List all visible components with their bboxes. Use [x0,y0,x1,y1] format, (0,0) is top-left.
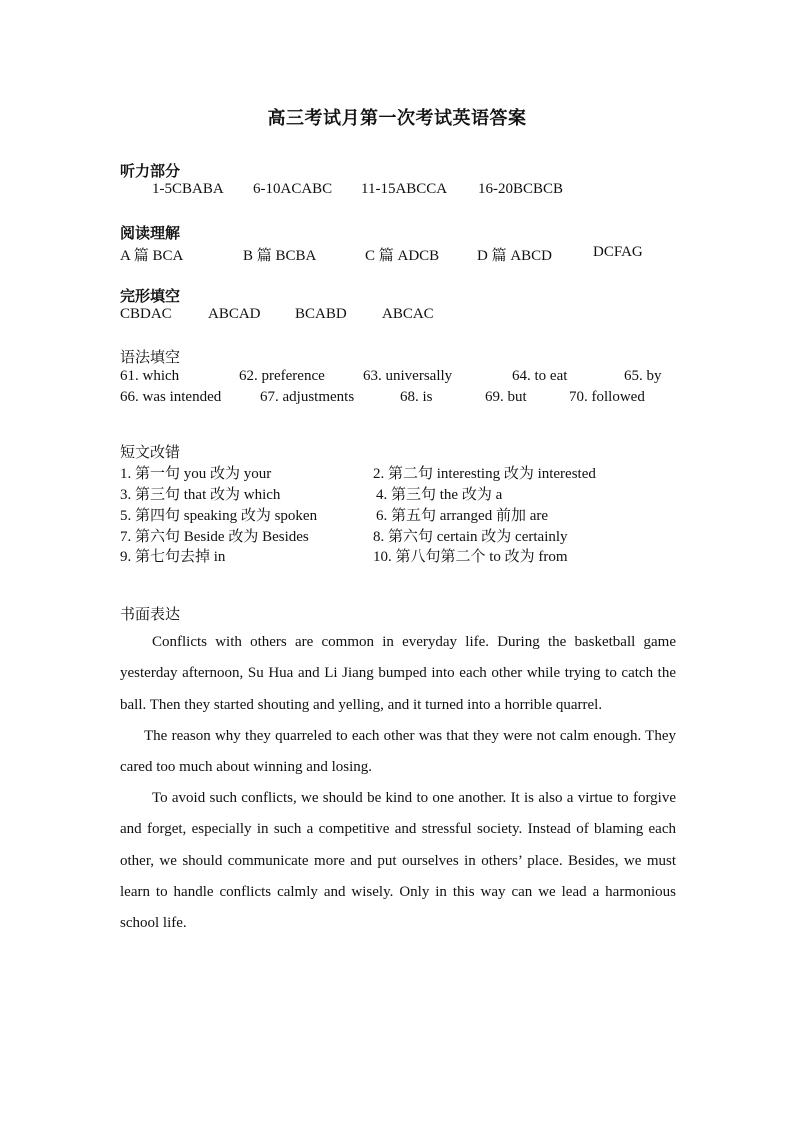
grammar-answer: 65. by [624,368,662,384]
correction-item: 4. 第三句 the 改为 a [376,487,503,503]
correction-item: 9. 第七句去掉 in [120,549,226,565]
essay-paragraph: Conflicts with others are common in everyday life. During the basketball game yesterday afternoon, Su Hua and Li Jiang bumped into each other while trying to catch the ball. Then they started shouting and yelling, and it turned into a horrible quarrel. [120,634,676,713]
grammar-answer: 63. universally [363,368,453,384]
grammar-answer: 67. adjustments [260,389,355,405]
listening-heading: 听力部分 [120,164,181,180]
reading-heading: 阅读理解 [120,226,181,242]
grammar-answer: 62. preference [239,368,325,384]
correction-item: 7. 第六句 Beside 改为 Besides [120,529,309,545]
correction-heading: 短文改错 [120,445,181,461]
listening-answer: 11-15ABCCA [361,181,448,197]
cloze-answer: ABCAC [382,306,434,322]
grammar-answer: 68. is [400,389,433,405]
listening-answer: 16-20BCBCB [478,181,564,197]
cloze-answer: CBDAC [120,306,172,322]
correction-item: 1. 第一句 you 改为 your [120,466,272,482]
grammar-answer: 69. but [485,389,527,405]
listening-answer: 6-10ACABC [253,181,333,197]
reading-answer: B 篇 BCBA [243,248,317,264]
grammar-heading: 语法填空 [120,350,181,366]
grammar-answer: 70. followed [569,389,645,405]
essay-paragraph: The reason why they quarreled to each other was that they were not calm enough. They cared too much about winning and losing. [120,728,676,776]
essay-paragraph: To avoid such conflicts, we should be kind to one another. It is also a virtue to forgive and forget, especially in such a competitive and stressful society. Instead of blaming each other, we should communicate more and put ourselves in others’ place. Besides, we must learn to handle conflicts calmly and wisely. Only in this way can we lead a harmonious school life. [120,790,676,932]
writing-heading: 书面表达 [120,607,181,623]
correction-item: 8. 第六句 certain 改为 certainly [373,529,568,545]
page-title: 高三考试月第一次考试英语答案 [267,108,527,128]
reading-answer: D 篇 ABCD [477,248,553,264]
reading-answer: DCFAG [593,244,643,260]
cloze-answer: ABCAD [208,306,261,322]
correction-item: 6. 第五句 arranged 前加 are [376,508,549,524]
reading-answer: C 篇 ADCB [365,248,440,264]
cloze-answer: BCABD [295,306,347,322]
correction-item: 3. 第三句 that 改为 which [120,487,281,503]
grammar-answer: 61. which [120,368,180,384]
reading-answer: A 篇 BCA [120,248,184,264]
listening-answer: 1-5CBABA [152,181,224,197]
cloze-heading: 完形填空 [120,289,181,305]
grammar-answer: 66. was intended [120,389,222,405]
grammar-answer: 64. to eat [512,368,568,384]
correction-item: 2. 第二句 interesting 改为 interested [373,466,596,482]
correction-item: 10. 第八句第二个 to 改为 from [373,549,568,565]
correction-item: 5. 第四句 speaking 改为 spoken [120,508,318,524]
